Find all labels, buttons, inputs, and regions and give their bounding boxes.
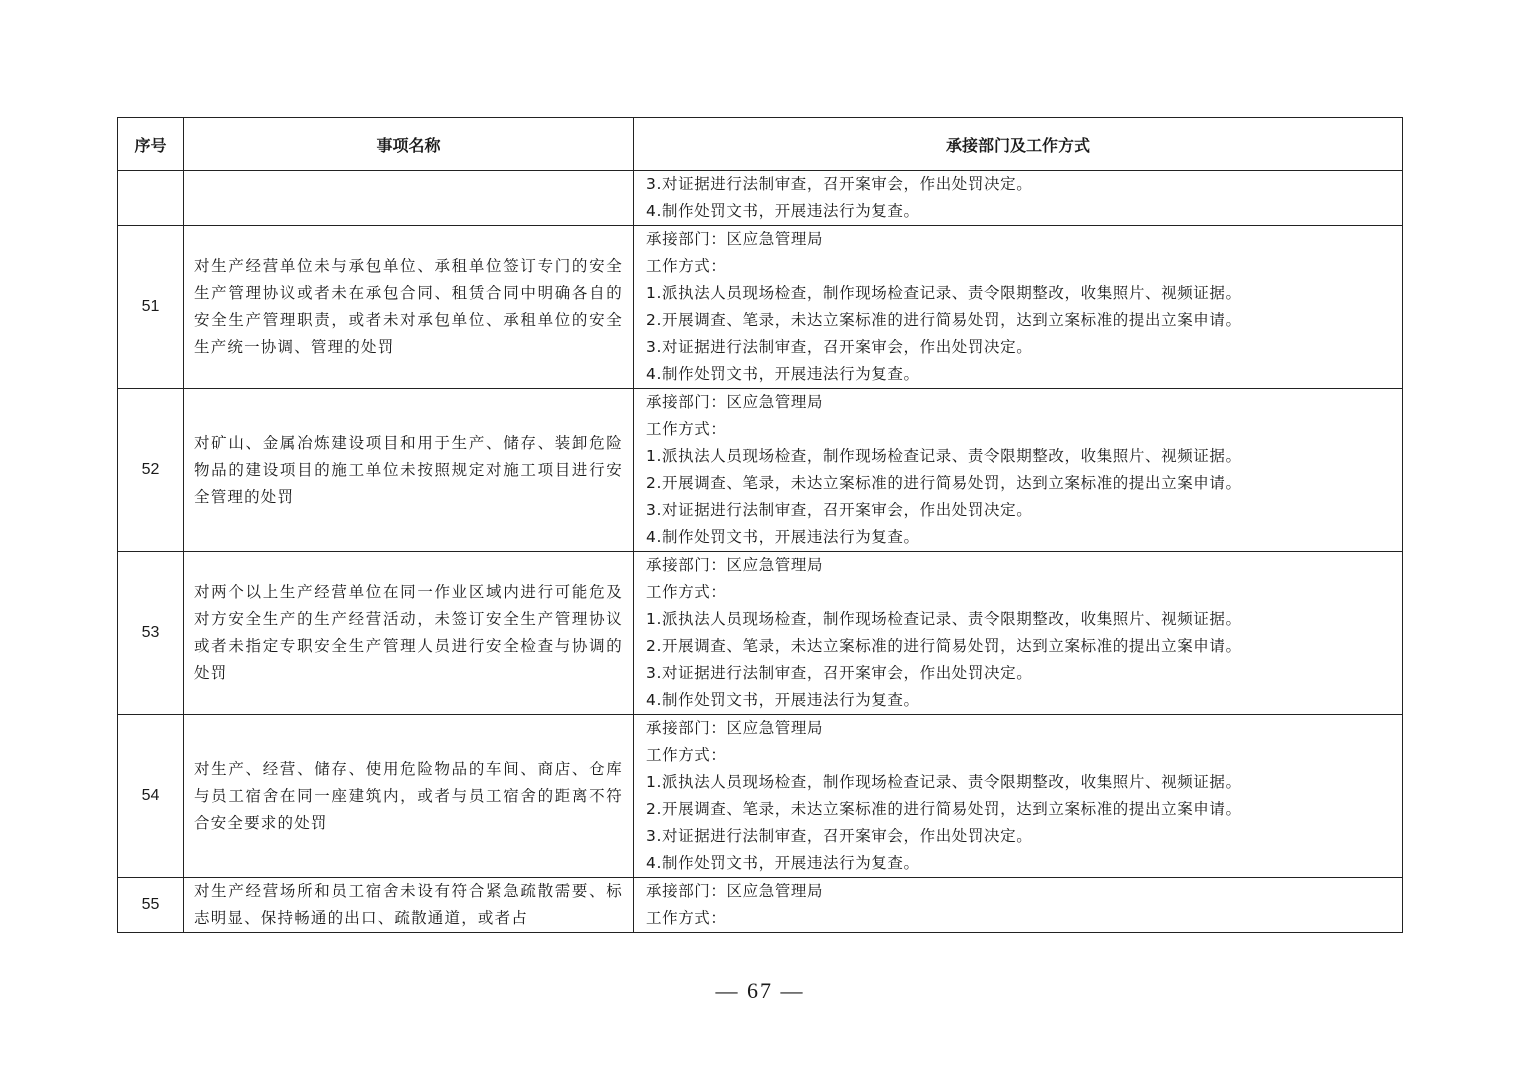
- header-name: 事项名称: [184, 118, 634, 171]
- cell-no: 53: [118, 552, 184, 715]
- cell-dept: [634, 171, 1403, 226]
- cell-name: 对生产经营场所和员工宿舍未设有符合紧急疏散需要、标志明显、保持畅通的出口、疏散通道，或者占: [184, 878, 634, 933]
- dept-line: 3.对证据进行法制审查，召开案审会，作出处罚决定。: [646, 501, 1033, 519]
- dept-line: 1.派执法人员现场检查，制作现场检查记录、责令限期整改，收集照片、视频证据。: [646, 447, 1242, 465]
- dept-line: 工作方式：: [646, 746, 727, 764]
- table-row: [118, 552, 1403, 715]
- dept-line: 工作方式：: [646, 420, 727, 438]
- page-number: — 67 —: [715, 978, 805, 1003]
- cell-no: 55: [118, 878, 184, 933]
- header-dept: 承接部门及工作方式: [634, 118, 1403, 171]
- dept-line: 工作方式：: [646, 909, 727, 927]
- dept-line: 4.制作处罚文书，开展违法行为复查。: [646, 365, 920, 383]
- cell-name: 对两个以上生产经营单位在同一作业区域内进行可能危及对方安全生产的生产经营活动，未签订安全生产管理协议或者未指定专职安全生产管理人员进行安全检查与协调的处罚: [184, 552, 634, 715]
- dept-line: 2.开展调查、笔录，未达立案标准的进行简易处罚，达到立案标准的提出立案申请。: [646, 800, 1242, 818]
- cell-no: 52: [118, 389, 184, 552]
- cell-name: 对生产经营单位未与承包单位、承租单位签订专门的安全生产管理协议或者未在承包合同、租赁合同中明确各自的安全生产管理职责，或者未对承包单位、承租单位的安全生产统一协调、管理的处罚: [184, 226, 634, 389]
- cell-dept: [634, 878, 1403, 933]
- dept-line: 工作方式：: [646, 583, 727, 601]
- table-row-continued: [118, 171, 1403, 226]
- dept-line: 3.对证据进行法制审查，召开案审会，作出处罚决定。: [646, 175, 1033, 193]
- cell-name: 对生产、经营、储存、使用危险物品的车间、商店、仓库与员工宿舍在同一座建筑内，或者与员工宿舍的距离不符合安全要求的处罚: [184, 715, 634, 878]
- cell-no: [118, 171, 184, 226]
- dept-line: 1.派执法人员现场检查，制作现场检查记录、责令限期整改，收集照片、视频证据。: [646, 284, 1242, 302]
- dept-line: 2.开展调查、笔录，未达立案标准的进行简易处罚，达到立案标准的提出立案申请。: [646, 311, 1242, 329]
- cell-no: 54: [118, 715, 184, 878]
- dept-line: 承接部门：区应急管理局: [646, 882, 824, 900]
- table-row: [118, 226, 1403, 389]
- dept-line: 承接部门：区应急管理局: [646, 393, 824, 411]
- dept-line: 承接部门：区应急管理局: [646, 230, 824, 248]
- dept-line: 承接部门：区应急管理局: [646, 719, 824, 737]
- table-row: [118, 715, 1403, 878]
- dept-line: 3.对证据进行法制审查，召开案审会，作出处罚决定。: [646, 827, 1033, 845]
- header-no: 序号: [118, 118, 184, 171]
- dept-line: 工作方式：: [646, 257, 727, 275]
- dept-line: 1.派执法人员现场检查，制作现场检查记录、责令限期整改，收集照片、视频证据。: [646, 610, 1242, 628]
- table-row: [118, 878, 1403, 933]
- matters-table: [117, 117, 1403, 933]
- cell-dept: [634, 389, 1403, 552]
- dept-line: 2.开展调查、笔录，未达立案标准的进行简易处罚，达到立案标准的提出立案申请。: [646, 474, 1242, 492]
- dept-line: 2.开展调查、笔录，未达立案标准的进行简易处罚，达到立案标准的提出立案申请。: [646, 637, 1242, 655]
- dept-line: 3.对证据进行法制审查，召开案审会，作出处罚决定。: [646, 338, 1033, 356]
- dept-line: 3.对证据进行法制审查，召开案审会，作出处罚决定。: [646, 664, 1033, 682]
- cell-name: 对矿山、金属冶炼建设项目和用于生产、储存、装卸危险物品的建设项目的施工单位未按照规定对施工项目进行安全管理的处罚: [184, 389, 634, 552]
- dept-line: 承接部门：区应急管理局: [646, 556, 824, 574]
- cell-dept: [634, 552, 1403, 715]
- cell-no: 51: [118, 226, 184, 389]
- dept-line: 4.制作处罚文书，开展违法行为复查。: [646, 528, 920, 546]
- cell-name: [184, 171, 634, 226]
- dept-line: 4.制作处罚文书，开展违法行为复查。: [646, 202, 920, 220]
- dept-line: 4.制作处罚文书，开展违法行为复查。: [646, 854, 920, 872]
- table-header-row: [118, 118, 1403, 171]
- dept-line: 4.制作处罚文书，开展违法行为复查。: [646, 691, 920, 709]
- table-row: [118, 389, 1403, 552]
- cell-dept: [634, 226, 1403, 389]
- cell-dept: [634, 715, 1403, 878]
- dept-line: 1.派执法人员现场检查，制作现场检查记录、责令限期整改，收集照片、视频证据。: [646, 773, 1242, 791]
